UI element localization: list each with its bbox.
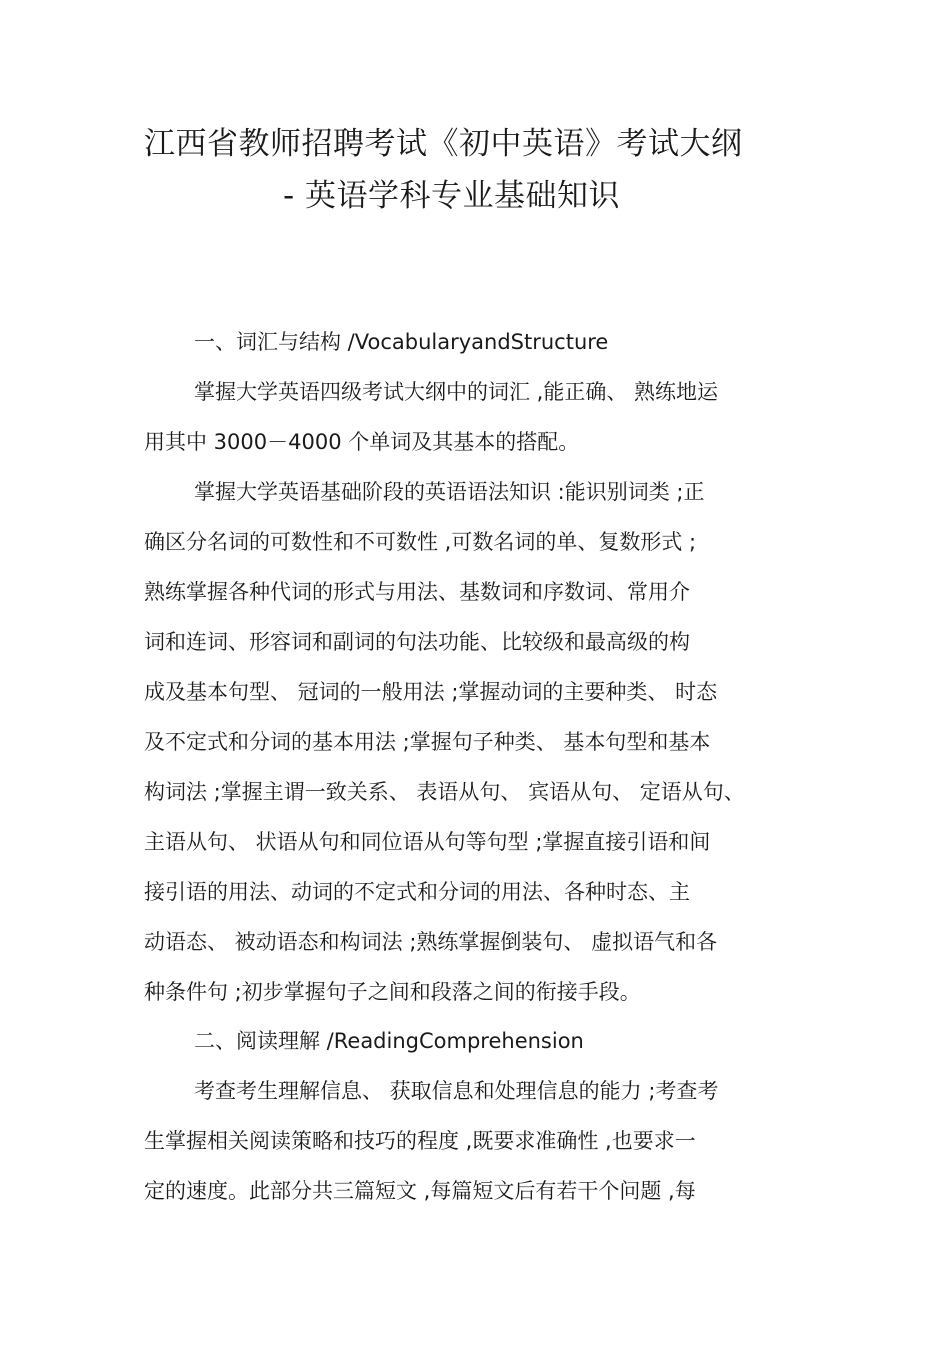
paragraph-line: 定的速度。此部分共三篇短文 ,每篇短文后有若干个问题 ,每 [144,1179,696,1203]
paragraph-line: 成及基本句型、 冠词的一般用法 ;掌握动词的主要种类、 时态 [144,680,718,704]
paragraph-line: 构词法 ;掌握主谓一致关系、 表语从句、 宾语从句、 定语从句、 [144,780,745,804]
paragraph-line: 主语从句、 状语从句和同位语从句等句型 ;掌握直接引语和间 [144,830,711,854]
paragraph-line: 词和连词、形容词和副词的句法功能、比较级和最高级的构 [144,630,690,654]
section-heading-vocabulary: 一、词汇与结构 /VocabularyandStructure [194,330,609,354]
paragraph-line: 考查考生理解信息、 获取信息和处理信息的能力 ;考查考 [194,1079,719,1103]
paragraph-line: 动语态、 被动语态和构词法 ;熟练掌握倒装句、 虚拟语气和各 [144,930,718,954]
paragraph-line: 生掌握相关阅读策略和技巧的程度 ,既要求准确性 ,也要求一 [144,1129,696,1153]
paragraph-line: 确区分名词的可数性和不可数性 ,可数名词的单、复数形式 ; [144,530,697,554]
paragraph-line: 用其中 3000－4000 个单词及其基本的搭配。 [144,430,580,454]
section-heading-reading: 二、阅读理解 /ReadingComprehension [194,1029,584,1053]
paragraph-line: 熟练掌握各种代词的形式与用法、基数词和序数词、常用介 [144,580,690,604]
document-title-line-1: 江西省教师招聘考试《初中英语》考试大纲 [144,126,743,162]
document-title-line-2: - 英语学科专业基础知识 [283,178,621,214]
paragraph-line: 接引语的用法、动词的不定式和分词的用法、各种时态、主 [144,880,690,904]
paragraph-line: 掌握大学英语四级考试大纲中的词汇 ,能正确、 熟练地运 [194,380,719,404]
paragraph-line: 种条件句 ;初步掌握句子之间和段落之间的衔接手段。 [144,980,641,1004]
paragraph-line: 及不定式和分词的基本用法 ;掌握句子种类、 基本句型和基本 [144,730,711,754]
paragraph-line: 掌握大学英语基础阶段的英语语法知识 :能识别词类 ;正 [194,480,705,504]
